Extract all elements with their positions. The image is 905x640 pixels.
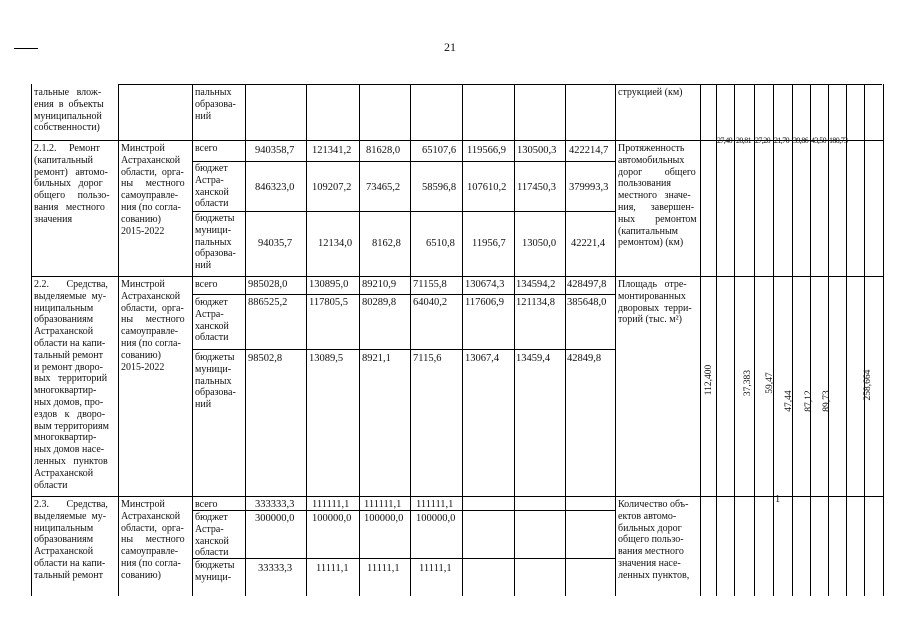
row1-sub2-y2015: 12134,0	[318, 238, 353, 249]
row3-sub0-total: 333333,3	[255, 499, 295, 510]
row1-ind-6: 180,73	[829, 136, 848, 145]
row2-sub0-y2016: 89210,9	[362, 279, 397, 290]
row0-source: пальных образова- ний	[195, 87, 236, 122]
row3-indicator: Количество объ- ектов автомо- бильных дорог общего пользо- вания местного значения насе- ленных пунктов,	[618, 499, 690, 581]
row1-ind-5: 43,50	[811, 136, 827, 145]
row2-sub0-y2015: 130895,0	[309, 279, 349, 290]
row3-sub2-y2015: 11111,1	[316, 563, 349, 574]
row3-sub1-y2015: 100000,0	[312, 513, 352, 524]
row2-sub1-y2019: 121134,8	[516, 297, 555, 308]
row1-sub2-y2019: 13050,0	[522, 238, 557, 249]
row1-sub0-y2018: 119566,9	[467, 145, 506, 156]
row1-sub2-y2018: 11956,7	[472, 238, 506, 249]
row3-sub0-y2016: 111111,1	[364, 499, 402, 510]
row2-indicator: Площадь отре- монтированных дворовых терри- торий (тыс. м²)	[618, 279, 692, 326]
row2-sub2-y2015: 13089,5	[309, 353, 344, 364]
row2-sub2-total: 98502,8	[248, 353, 283, 364]
row1-sub2-total: 94035,7	[258, 238, 293, 249]
row2-ind-2: 59,47	[765, 372, 775, 394]
row2-ind-1: 37,383	[743, 369, 753, 397]
row3-sub1-total: 300000,0	[255, 513, 295, 524]
row3-sub1-label: бюджет Астра- ханской области	[195, 512, 229, 559]
row1-sub2-y2020: 42221,4	[571, 238, 606, 249]
row2-sub2-y2018: 13067,4	[465, 353, 500, 364]
row2-sub0-label: всего	[195, 279, 218, 290]
row2-sub1-y2017: 64040,2	[413, 297, 448, 308]
row1-sub1-y2019: 117450,3	[517, 182, 556, 193]
row2-sub2-y2017: 7115,6	[413, 353, 442, 364]
row2-ind-6: 258,664	[863, 369, 873, 401]
row1-sub2-y2017: 6510,8	[426, 238, 455, 249]
row1-sub1-y2020: 379993,3	[569, 182, 609, 193]
row3-ind-mark: 1	[775, 494, 781, 505]
row3-sub0-y2015: 111111,1	[312, 499, 350, 510]
row1-indicator: Протяженность автомобильных дорог общего пользования местного значе- ния, завершен- ных ремонтом (капитальным ремонтом) (км)	[618, 143, 697, 249]
row1-sub1-y2018: 107610,2	[467, 182, 507, 193]
row1-sub1-y2017: 58596,8	[422, 182, 457, 193]
row2-sub2-y2019: 13459,4	[516, 353, 551, 364]
row1-ind-2: 27,20	[755, 136, 771, 145]
row1-ind-0: 27,40	[717, 136, 733, 145]
row1-sub1-label: бюджет Астра- ханской области	[195, 163, 229, 210]
row2-ind-5: 89,73	[822, 390, 832, 412]
row2-sub2-y2016: 8921,1	[362, 353, 391, 364]
row3-sub0-label: всего	[195, 499, 218, 510]
row2-sub1-total: 886525,2	[248, 297, 288, 308]
row1-sub0-y2020: 422214,7	[569, 145, 609, 156]
row1-sub1-y2016: 73465,2	[366, 182, 401, 193]
row1-sub2-y2016: 8162,8	[372, 238, 401, 249]
page-number: 21	[444, 40, 456, 54]
row2-sub0-y2017: 71155,8	[413, 279, 447, 290]
row2-sub0-y2020: 428497,8	[567, 279, 607, 290]
row1-sub1-y2015: 109207,2	[312, 182, 352, 193]
row1-sub0-y2016: 81628,0	[366, 145, 401, 156]
row1-ind-1: 20,81	[736, 136, 752, 145]
row1-executor: Минстрой Астраханской области, орга- ны местного самоуправле- ния (по согла- сованию) 2015-2022	[121, 143, 185, 237]
row1-sub0-y2017: 65107,6	[422, 145, 457, 156]
row1-sub2-label: бюджеты муници- пальных образова- ний	[195, 213, 236, 272]
row1-sub0-y2015: 121341,2	[312, 145, 352, 156]
row3-sub1-y2016: 100000,0	[364, 513, 404, 524]
row1-ind-4: 39,86	[793, 136, 809, 145]
row2-ind-4: 87,12	[804, 390, 814, 412]
row2-sub1-y2018: 117606,9	[465, 297, 504, 308]
row2-sub1-y2020: 385648,0	[567, 297, 607, 308]
row3-activity: 2.3. Средства, выделяемые му- ниципальным образованиям Астраханской области на капи- тальный ремонт	[34, 499, 108, 581]
row2-sub1-label: бюджет Астра- ханской области	[195, 297, 229, 344]
row3-sub1-y2017: 100000,0	[416, 513, 456, 524]
row3-sub2-total: 33333,3	[258, 563, 293, 574]
row2-ind-3: 47,44	[784, 390, 794, 412]
row2-executor: Минстрой Астраханской области, орга- ны местного самоуправле- ния (по согла- сованию) 2015-2022	[121, 279, 185, 373]
row2-activity: 2.2. Средства, выделяемые му- ниципальным образованиям Астраханской области на капи- тальный ремонт и ремонт дворо- вых территорий многоквартир- ных домов, про- ездов к дворо- вым территориям многоквартир- ных домов насе- ленных пунктов Астраханской области	[34, 279, 109, 491]
row0-activity: тальные влож- ения в объекты муниципальной собственности)	[34, 87, 104, 134]
row2-sub1-y2015: 117805,5	[309, 297, 348, 308]
row0-indicator: струкцией (км)	[618, 87, 683, 98]
row3-sub2-y2016: 11111,1	[367, 563, 400, 574]
row3-sub2-label: бюджеты муници-	[195, 560, 235, 583]
row2-sub2-y2020: 42849,8	[567, 353, 602, 364]
row1-sub0-y2019: 130500,3	[517, 145, 557, 156]
row2-sub0-y2018: 130674,3	[465, 279, 505, 290]
row1-sub1-total: 846323,0	[255, 182, 295, 193]
row2-ind-0: 112,400	[704, 364, 714, 396]
row2-sub2-label: бюджеты муници- пальных образова- ний	[195, 352, 236, 411]
row3-executor: Минстрой Астраханской области, орга- ны местного самоуправле- ния (по согла- сованию)	[121, 499, 185, 581]
row2-sub1-y2016: 80289,8	[362, 297, 397, 308]
row3-sub2-y2017: 11111,1	[419, 563, 452, 574]
row1-sub0-label: всего	[195, 143, 218, 154]
row1-ind-3: 21,70	[774, 136, 790, 145]
row2-sub0-y2019: 134594,2	[516, 279, 556, 290]
row2-sub0-total: 985028,0	[248, 279, 288, 290]
row1-sub0-total: 940358,7	[255, 145, 295, 156]
row1-activity: 2.1.2. Ремонт (капитальный ремонт) автомо- бильных дорог общего пользо- вания местного значения	[34, 143, 110, 225]
row3-sub0-y2017: 111111,1	[416, 499, 454, 510]
